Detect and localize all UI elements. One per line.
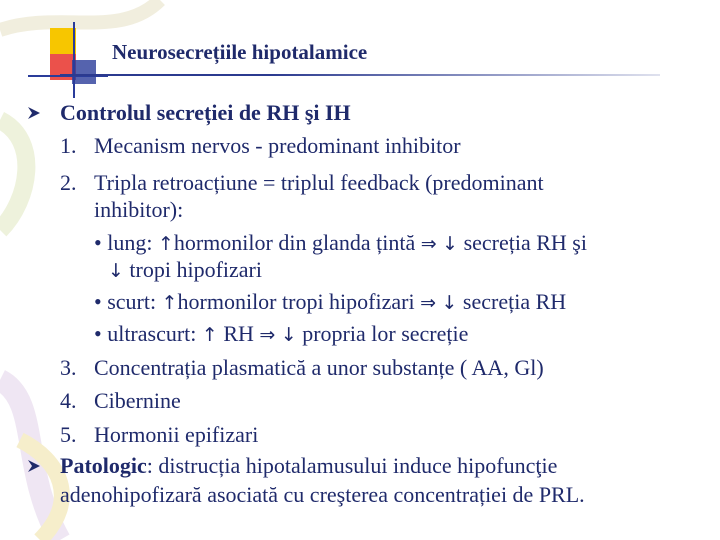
logo-squares-icon	[22, 22, 112, 102]
subitem-scurt	[94, 285, 566, 318]
subitem-label: ultrascurt:	[107, 321, 197, 346]
subitem-text: hormonilor tropi hipofizari	[177, 289, 415, 314]
subitem-text: tropi hipofizari	[129, 257, 262, 282]
bullet-dot: •	[94, 230, 102, 255]
subitem-text: propria lor secreție	[302, 321, 469, 346]
subitem-text: hormonilor din glanda țintă	[173, 230, 416, 255]
item-number: 5.	[60, 422, 77, 447]
bullet-dot: •	[94, 321, 102, 346]
implies-arrow-icon: ⇒	[259, 324, 276, 346]
up-arrow-icon: ↑	[201, 324, 218, 346]
down-arrow-icon: ↓	[442, 233, 459, 255]
item-number: 1.	[60, 133, 77, 158]
title-divider	[60, 74, 660, 76]
patologic-text: : distrucția hipotalamusului induce hipofuncţie	[146, 453, 558, 478]
implies-arrow-icon: ⇒	[420, 292, 436, 314]
subitem-lung-cont	[108, 253, 262, 286]
implies-arrow-icon: ⇒	[420, 233, 437, 255]
item-text-tripla-line1: Tripla retroacțiune = triplul feedback (predominant	[94, 170, 544, 195]
bullet-dot: •	[94, 289, 102, 314]
item-number: 4.	[60, 388, 77, 413]
subitem-label: lung:	[107, 230, 153, 255]
item-text-mecanism: Mecanism nervos - predominant inhibitor	[94, 133, 461, 158]
down-arrow-icon: ↓	[441, 292, 458, 314]
down-arrow-icon: ↓	[280, 324, 297, 346]
down-arrow-icon: ↓	[108, 260, 124, 282]
patologic-label: Patologic	[60, 453, 147, 478]
item-text-concentratia: Concentrația plasmatică a unor substanțe ( AA, Gl)	[94, 355, 544, 380]
arrow-bullet-icon	[26, 105, 42, 121]
subitem-text: secreția RH şi	[463, 230, 587, 255]
item-text-hormonii: Hormonii epifizari	[94, 422, 259, 447]
arrow-bullet-icon	[26, 458, 42, 474]
item-text-cibernine: Cibernine	[94, 388, 181, 413]
subitem-ultrascurt	[94, 317, 468, 350]
item-number: 3.	[60, 355, 77, 380]
item-text-tripla-line2: inhibitor):	[94, 197, 184, 222]
section-patologic-line2: adenohipofizară asociată cu creşterea concentrației de PRL.	[60, 482, 585, 507]
item-number: 2.	[60, 170, 77, 195]
slide-title: Neurosecrețiile hipotalamice	[112, 40, 368, 64]
subitem-text: secreția RH	[462, 289, 567, 314]
subitem-label: scurt:	[107, 289, 157, 314]
up-arrow-icon: ↑	[157, 233, 174, 255]
up-arrow-icon: ↑	[161, 292, 178, 314]
subitem-text: RH	[223, 321, 254, 346]
section-heading-control: Controlul secreției de RH şi IH	[60, 100, 351, 125]
